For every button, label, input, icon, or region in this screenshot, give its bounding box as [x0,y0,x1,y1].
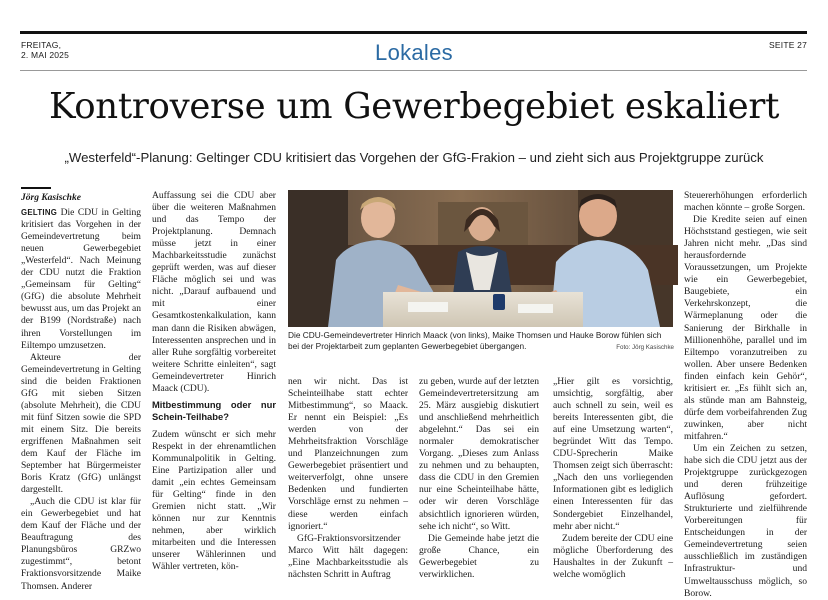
photo-caption [288,330,674,353]
paragraph: Akteure der Gemeindevertretung in Gelting sind die beiden Fraktionen GfG mit sieben Sitzen (absolute Mehrheit), die CDU mit fünf Sitzen sowie die SPD mit einem Sitz. Die bereits ergriffenen Maßnahmen seit dem Kauf der Fläche im September hat Bürgermeister Boris Kratz (GfG) unlängst dargestellt. [21,351,141,496]
paragraph-text: Die CDU in Gelting kritisiert das Vorgehen in der Gemeindevertretung beim neuen Gewerbegebiet „Westerfeld“. Nach Meinung der CDU nutzt die Fraktion „Gemeinsam für Gelting“ (GfG) die absolute Mehrheit bewusst aus, um das Projekt an der B199 (Nordstraße) nach ihren Vorstellungen im Eiltempo umzusetzen. [21,207,141,351]
column-4 [419,376,539,581]
paragraph: nen wir nicht. Das ist Scheinteilhabe statt echter Mitbestimmung“, so Maack. Er nennt ein Beispiel: „Es werden von der Mehrheitsfraktion Vorschläge und Planzeichnungen zum Gewerbegebiet präsentiert und weiterverfolgt, ohne unsere Bedenken und fundierten Vorschläge ernst zu nehmen – diese werden einfach ignoriert.“ [288,376,408,532]
column-2 [152,190,276,573]
photo-image [288,190,673,327]
section-title: Lokales [375,40,453,65]
author-byline: Jörg Kasischke [21,193,81,203]
column-1 [21,192,141,593]
paragraph: Zudem bereite der CDU eine mögliche Überforderung des Haushaltes in der Zukunft – welche womöglich [553,532,673,580]
issue-day: FREITAG, [21,40,62,50]
dateline-kicker: GELTING [21,208,58,218]
paragraph: Zudem wünscht er sich mehr Respekt in der ehrenamtlichen Kommunalpolitik in Gelting. Eine Partizipation aller und damit „ein echtes Gemeinsam für Gelting“ finde in den Gremien nicht statt. „Wir können nur zur Kenntnis nehmen, aber wirklich mitarbeiten und die Interessen unserer Wählerinnen und Wähler vertreten, kön- [152,428,276,573]
author-rule [21,187,51,189]
paragraph: Um ein Zeichen zu setzen, habe sich die CDU jetzt aus der Projektgruppe zurückgezogen und deren frühzeitige Auflösung gefordert. Strukturierte und zielführende Vorbereitungen für Entscheidungen in der Gemeindevertretung seien ausschließlich im zuständigen Infrastruktur- und Umweltausschuss möglich, so Borow. [684,442,807,599]
photo-credit: Foto: Jörg Kasischke [616,344,674,351]
paragraph: „Hier gilt es vorsichtig, umsichtig, sorgfältig, aber auch schnell zu sein, weil es bereits Interessenten gibt, die auf eine Umsetzung warten“, begründet Witt das Tempo. CDU-Sprecherin Maike Thomsen zeigt sich überrascht: „Nach den uns vorliegenden Informationen gibt es lediglich einen Interessenten für das Sondergebiet Einzelhandel, mehr aber nicht.“ [553,376,673,532]
paragraph [21,207,141,352]
subheadline: „Westerfeld“-Planung: Geltinger CDU kritisiert das Vorgehen der GfG-Frakion – und zieht sich aus Projektgruppe zurück [64,150,764,165]
paragraph: Die Gemeinde habe jetzt die große Chance, ein Gewerbegebiet zu verwirklichen. [419,532,539,580]
paragraph: Die Kredite seien auf einen Höchststand gestiegen, wie seit Jahren nicht mehr. „Das sind herausfordernde Voraussetzungen, um Projekte wie ein Gewerbegebiet, Baugebiete, ein Verkehrskonzept, die Wärmeplanung oder die Sanierung der Birkhalle in Millionenhöhe, parallel und im Eiltempo voranzutreiben zu wollen. Aber unsere Bedenken finden einfach kein Gehör“, kritisiert er. „Es fühlt sich an, als stünde man am Bahnsteig, dürfe dem vorbeifahrenden Zug zuwinken, aber nicht mitfahren.“ [684,214,807,442]
inline-subheading: Mitbestimmung oder nur Schein-Teilhabe? [152,398,276,422]
column-5 [553,376,673,581]
headline: Kontroverse um Gewerbegebiet eskaliert [48,86,780,127]
paragraph: GfG-Fraktionsvorsitzender Marco Witt hält dagegen: „Eine Machbarkeitsstudie als nächsten Schritt in Auftrag [288,532,408,580]
article-photo [288,190,673,327]
caption-text: Die CDU-Gemeindevertreter Hinrich Maack (von links), Maike Thomsen und Hauke Borow fühlen sich bei der Projektarbeit zum geplanten Gewerbegebiet übergangen. [288,330,662,351]
header-divider [20,70,807,71]
column-6 [684,190,807,600]
column-3 [288,376,408,581]
page-number: SEITE 27 [769,40,807,50]
issue-date-line: 2. MAI 2025 [21,50,70,60]
paragraph: zu geben, wurde auf der letzten Gemeindevertretersitzung am 25. März ausgiebig diskutiert und anschließend mehrheitlich abgelehnt.“ Das sei ein normaler demokratischer Vorgang. „Dieses zum Anlass zu nehmen und zu behaupten, dass die CDU in den Gremien nur eine Scheinteilhabe hätte, oder wir deren Vorschläge absichtlich ignorieren würden, sehe ich nicht“, so Witt. [419,376,539,532]
top-rule [20,31,807,34]
paragraph: Steuererhöhungen erforderlich machen könnte – große Sorgen. [684,190,807,214]
paragraph: „Auch die CDU ist klar für ein Gewerbegebiet und hat dem Kauf der Fläche und der Beauftragung des Planungsbüros GRZwo zugestimmt“, betont Fraktionsvorsitzende Maike Thomsen. Anderer [21,496,141,592]
paragraph: Auffassung sei die CDU aber über die weiteren Maßnahmen und das Tempo der Projektplanung. Demnach müsse jetzt in einer Machbarkeitsstudie zunächst geprüft werden, was auf dieser Fläche möglich sei und was nicht. „Darauf aufbauend und mit einer Gesamtkostenkalkulation, kann man dann die Risiken abwägen, Interessenten ansprechen und in aller Ruhe sorgfältig vorbereitet weitere Schritte einleiten“, sagt Gemeindevertreter Hinrich Maack (CDU). [152,190,276,394]
